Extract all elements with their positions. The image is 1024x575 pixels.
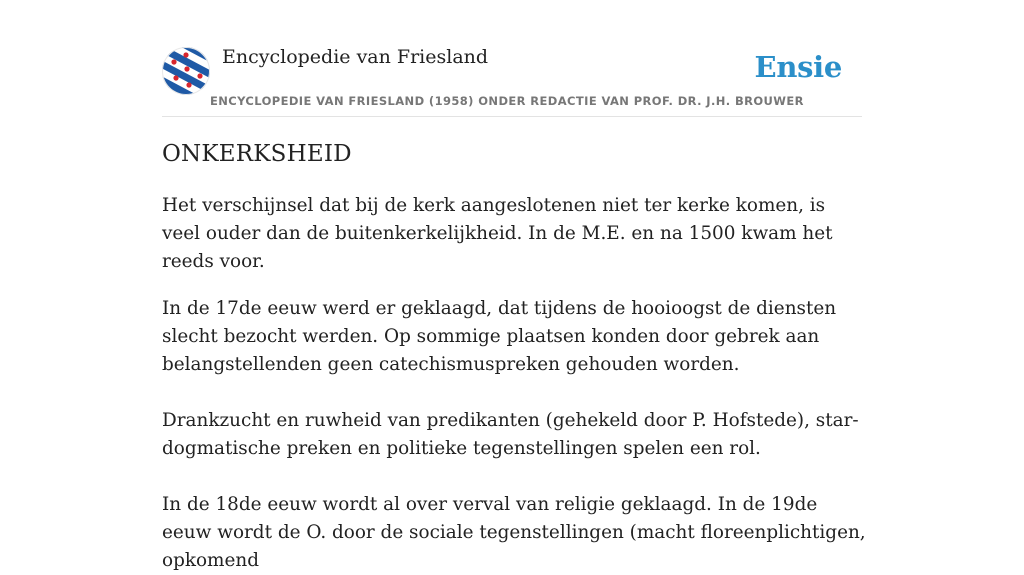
site-title[interactable]: Encyclopedie van Friesland	[222, 46, 489, 68]
paragraph-4: In de 18de eeuw wordt al over verval van religie geklaagd. In de 19de eeuw wordt de O. door de sociale tegenstellingen (macht floreenplichtigen, opkomend	[162, 494, 866, 571]
brand-logo[interactable]: Ensie	[754, 50, 842, 84]
frisian-flag-icon[interactable]	[162, 47, 210, 95]
paragraph-2: In de 17de eeuw werd er geklaagd, dat tijdens de hooioogst de diensten slecht bezocht werden. Op sommige plaatsen konden door gebrek aan belangstellenden geen catechismuspreken gehouden worden.	[162, 298, 837, 375]
article	[162, 138, 867, 575]
paragraph-1: Het verschijnsel dat bij de kerk aangeslotenen niet ter kerke komen, is veel ouder dan de buitenkerkelijkheid. In de M.E. en na 1500 kwam het reeds voor.	[162, 195, 833, 272]
paragraph-3: Drankzucht en ruwheid van predikanten (gehekeld door P. Hofstede), star-dogmatische preken en politieke tegenstellingen spelen een rol.	[162, 410, 859, 459]
site-subtitle: ENCYCLOPEDIE VAN FRIESLAND (1958) ONDER REDACTIE VAN PROF. DR. J.H. BROUWER	[210, 94, 804, 108]
site-header	[162, 44, 862, 117]
entry-title: ONKERKSHEID	[162, 141, 352, 167]
